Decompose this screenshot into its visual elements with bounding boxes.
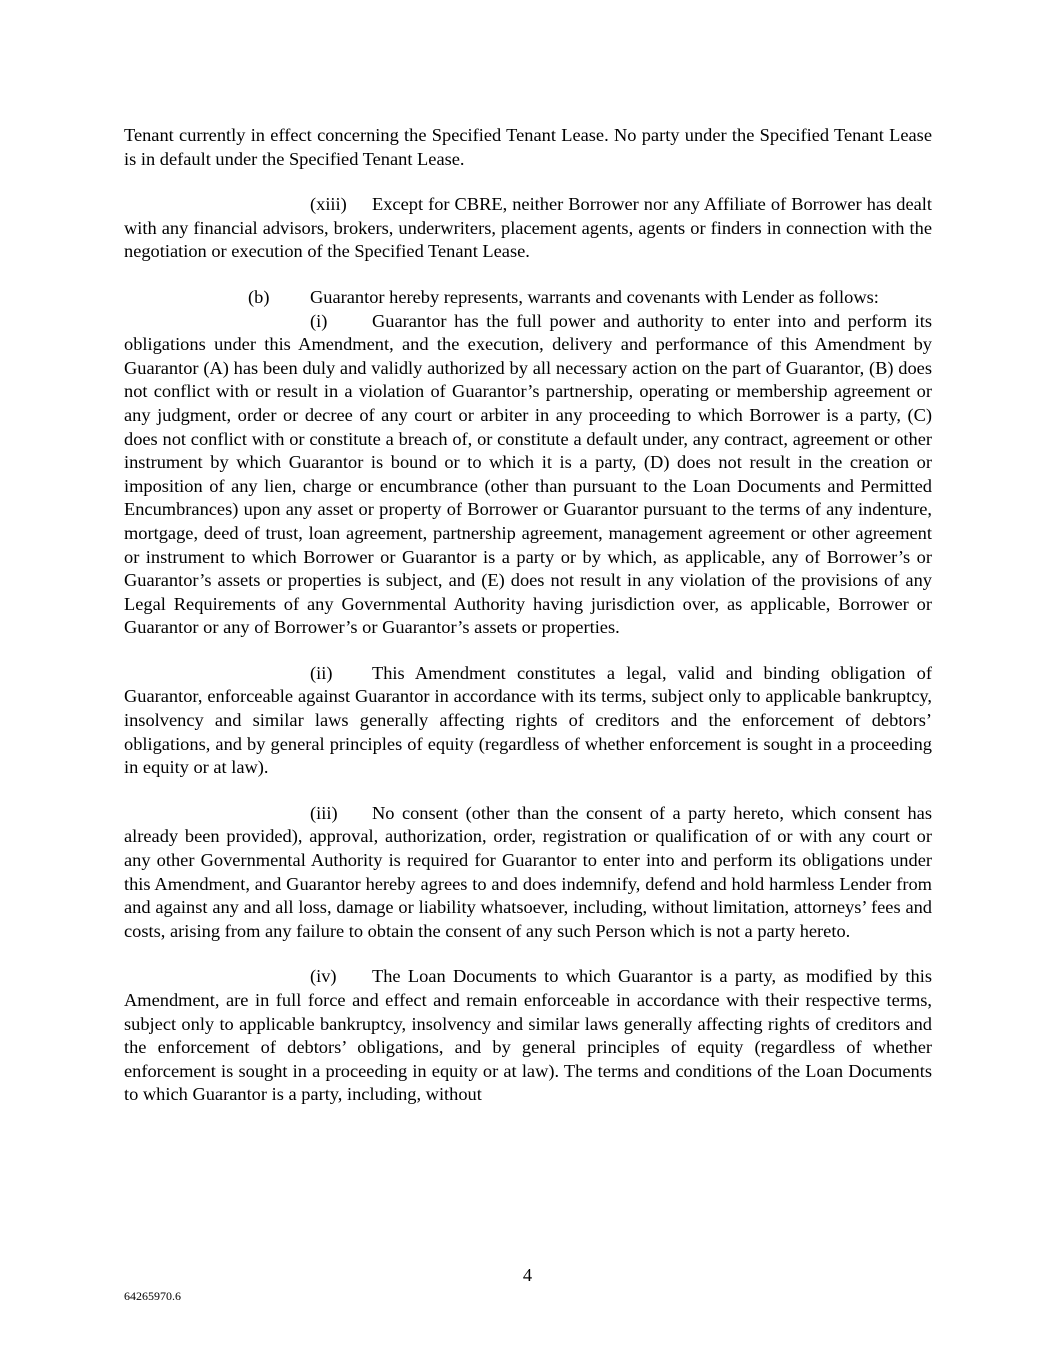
paragraph-iii-text: No consent (other than the consent of a party hereto, which consent has already been provided), approval, authorization, order, registration or qualification of or with any court or any other Governmental Authority is required for Guarantor to enter into and perform its obligations under this Amendment, and Guarantor hereby agrees to and does indemnify, defend and hold harmless Lender from and against any and all loss, damage or liability whatsoever, including, without limitation, attorneys’ fees and costs, arising from any failure to obtain the consent of any such Person which is not a party hereto. [124,802,932,941]
paragraph-b-text: Guarantor hereby represents, warrants and covenants with Lender as follows: [310,286,879,307]
paragraph-b [124,286,932,310]
paragraph-xiii-text: Except for CBRE, neither Borrower nor any Affiliate of Borrower has dealt with any financial advisors, brokers, underwriters, placement agents, agents or finders in connection with the negotiation or execution of the Specified Tenant Lease. [124,194,932,262]
clause-label-ii: (ii) [310,662,333,683]
page-number: 4 [522,1265,533,1285]
paragraph-ii [124,662,932,780]
paragraph-i-text: Guarantor has the full power and authority to enter into and perform its obligations under this Amendment, and the execution, delivery and performance of this Amendment by Guarantor (A) has been duly and validly authorized by all necessary action on the part of Guarantor, (B) does not conflict with or result in a violation of Guarantor’s partnership, operating or membership agreement or any judgment, order or decree of any court or arbiter in any proceeding to which Borrower is a party, (C) does not conflict with or constitute a breach of, or constitute a default under, any contract, agreement or other instrument by which Guarantor is bound or to which it is a party, (D) does not result in the creation or imposition of any lien, charge or encumbrance (other than pursuant to the Loan Documents and Permitted Encumbrances) upon any asset or property of Borrower or Guarantor pursuant to the terms of any indenture, mortgage, deed of trust, loan agreement, partnership agreement, management agreement or other agreement or instrument to which Borrower or Guarantor is a party or by which, as applicable, any of Borrower’s or Guarantor’s assets or properties is subject, and (E) does not result in any violation of the provisions of any Legal Requirements of any Governmental Authority having jurisdiction over, as applicable, Borrower or Guarantor or any of Borrower’s or Guarantor’s assets or properties. [124,310,932,638]
paragraph-iv-text: The Loan Documents to which Guarantor is a party, as modified by this Amendment, are in full force and effect and remain enforceable in accordance with their respective terms, subject only to applicable bankruptcy, insolvency and similar laws generally affecting rights of creditors and the enforcement of debtors’ obligations, and by general principles of equity (regardless of whether enforcement is sought in a proceeding in equity or at law). The terms and conditions of the Loan Documents to which Guarantor is a party, including, without [124,966,932,1105]
paragraph-xiii [124,193,932,264]
document-body [124,124,932,1129]
clause-label-iii: (iii) [310,802,338,823]
clause-label-i: (i) [310,310,328,331]
clause-label-iv: (iv) [310,966,337,987]
clause-label-b: (b) [248,286,270,307]
paragraph-i [124,310,932,640]
paragraph-iii [124,802,932,944]
document-id: 64265970.6 [124,1289,181,1303]
paragraph-ii-text: This Amendment constitutes a legal, valid and binding obligation of Guarantor, enforceable against Guarantor in accordance with its terms, subject only to applicable bankruptcy, insolvency and similar laws generally affecting rights of creditors and the enforcement of debtors’ obligations, and by general principles of equity (regardless of whether enforcement is sought in a proceeding in equity or at law). [124,662,932,778]
paragraph-top-text: Tenant currently in effect concerning the Specified Tenant Lease. No party under the Specified Tenant Lease is in default under the Specified Tenant Lease. [124,125,932,169]
clause-label-xiii: (xiii) [310,194,347,215]
paragraph-top [124,124,932,171]
paragraph-iv [124,965,932,1107]
